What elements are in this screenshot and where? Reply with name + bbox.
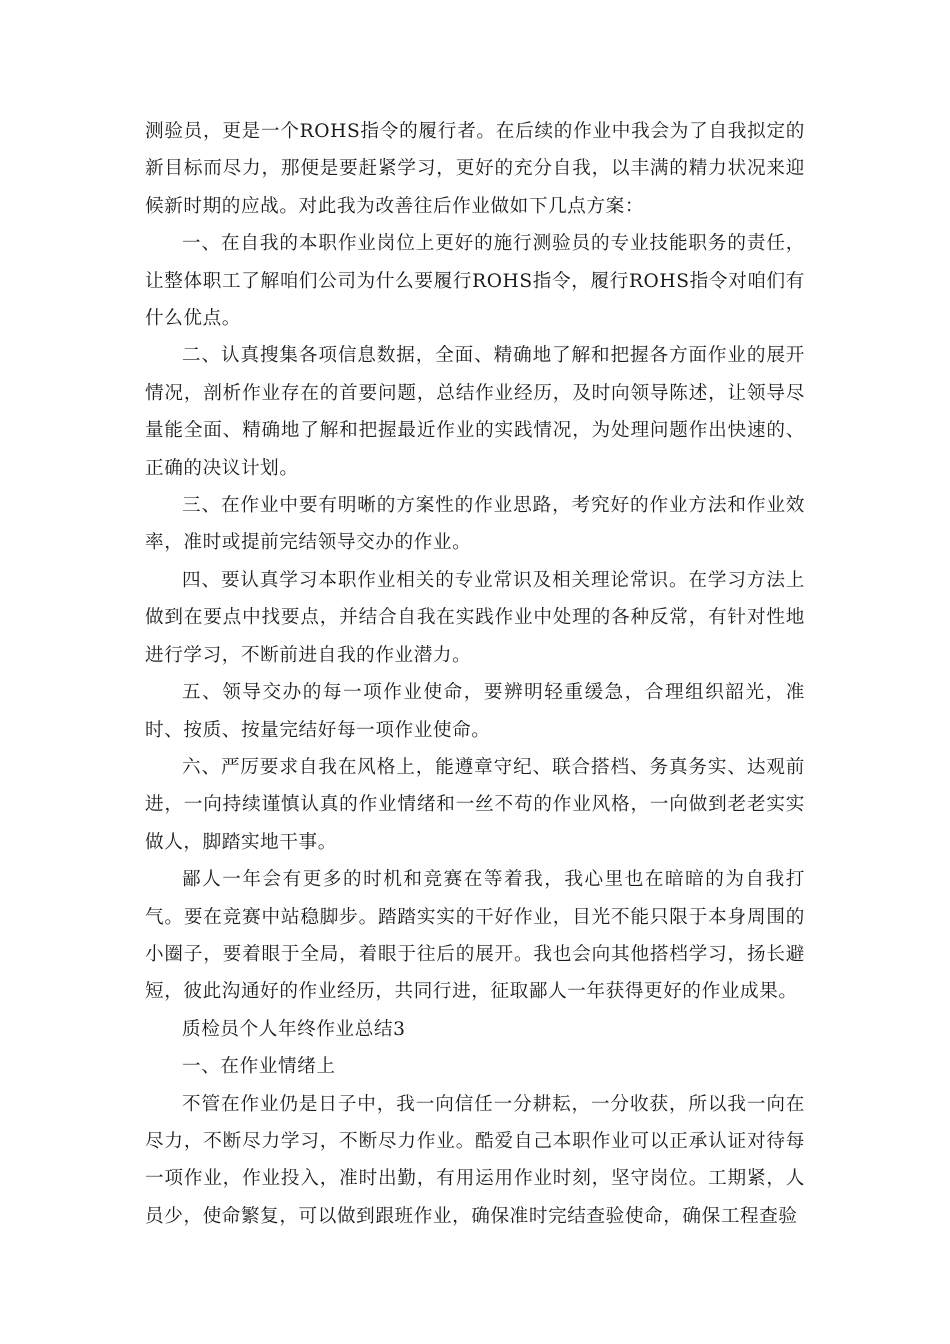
paragraph-intro: 测验员，更是一个ROHS指令的履行者。在后续的作业中我会为了自我拟定的新目标而尽力，那便是要赶紧学习，更好的充分自我，以丰满的精力状况来迎候新时期的应战。对此我为改善往后作业做如下几点方案： — [145, 121, 805, 217]
paragraph-plan-2: 二、认真搜集各项信息数据，全面、精确地了解和把握各方面作业的展开情况，剖析作业存在的首要问题，总结作业经历，及时向领导陈述，让领导尽量能全面、精确地了解和把握最近作业的实践情况，为处理问题作出快速的、正确的决议计划。 — [145, 345, 805, 479]
paragraph-attitude: 不管在作业仍是日子中，我一向信任一分耕耘，一分收获，所以我一向在尽力，不断尽力学习，不断尽力作业。酷爱自己本职作业可以正承认证对待每一项作业，作业投入，准时出勤，有用运用作业时刻，坚守岗位。工期紧，人员少，使命繁复，可以做到跟班作业，确保准时完结查验使命，确保工程查验 — [145, 1093, 805, 1227]
paragraph-plan-1: 一、在自我的本职作业岗位上更好的施行测验员的专业技能职务的责任，让整体职工了解咱们公司为什么要履行ROHS指令，履行ROHS指令对咱们有什么优点。 — [145, 233, 805, 330]
section-title: 质检员个人年终作业总结3 — [182, 1018, 406, 1040]
paragraph-plan-6: 六、严厉要求自我在风格上，能遵章守纪、联合搭档、务真务实、达观前进，一向持续谨慎认真的作业情绪和一丝不苟的作业风格，一向做到老老实实做人，脚踏实地干事。 — [145, 756, 805, 853]
paragraph-plan-5: 五、领导交办的每一项作业使命，要辨明轻重缓急，合理组织韶光，准时、按质、按量完结好每一项作业使命。 — [145, 682, 805, 741]
section-subtitle: 一、在作业情绪上 — [182, 1056, 336, 1078]
paragraph-plan-4: 四、要认真学习本职作业相关的专业常识及相关理论常识。在学习方法上做到在要点中找要点，并结合自我在实践作业中处理的各种反常，有针对性地进行学习，不断前进自我的作业潜力。 — [145, 569, 805, 666]
paragraph-plan-3: 三、在作业中要有明晰的方案性的作业思路，考究好的作业方法和作业效率，准时或提前完结领导交办的作业。 — [145, 495, 805, 554]
document-page — [145, 113, 805, 1235]
paragraph-outlook: 鄙人一年会有更多的时机和竞赛在等着我，我心里也在暗暗的为自我打气。要在竞赛中站稳脚步。踏踏实实的干好作业，目光不能只限于本身周围的小圈子，要着眼于全局，着眼于往后的展开。我也会向其他搭档学习，扬长避短，彼此沟通好的作业经历，共同行进，征取鄙人一年获得更好的作业成果。 — [145, 869, 805, 1003]
